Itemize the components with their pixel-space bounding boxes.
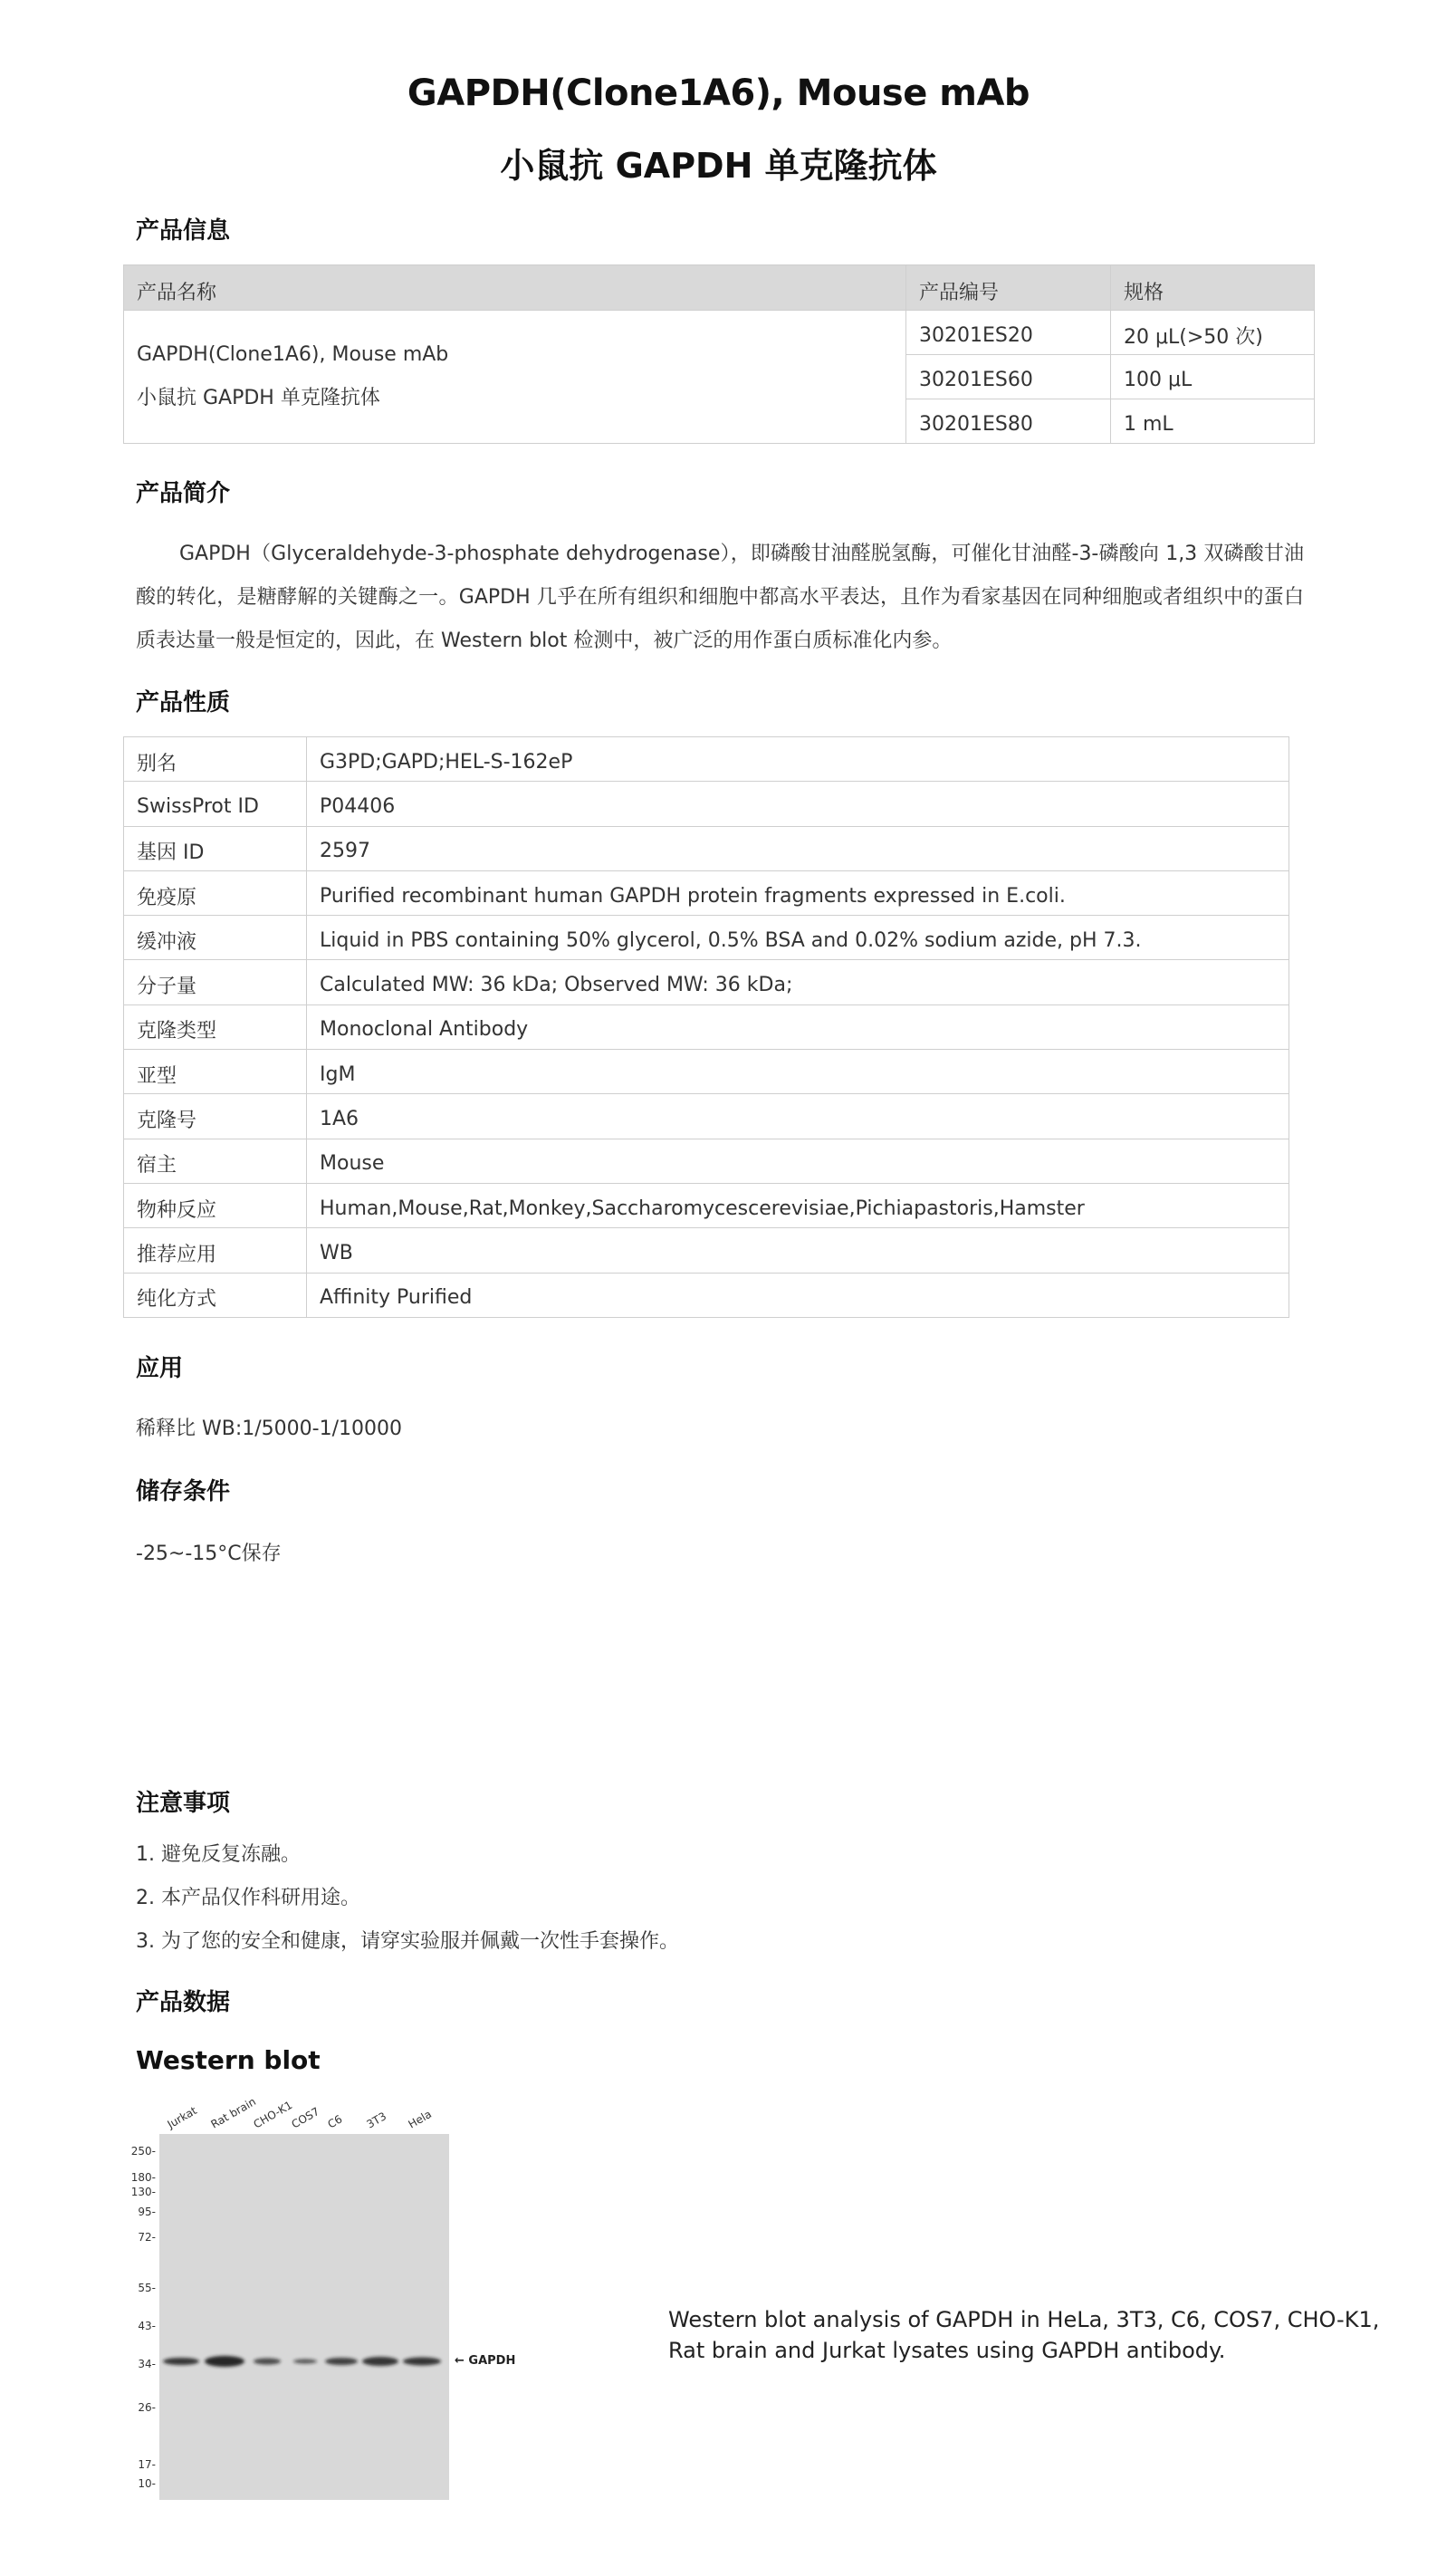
property-key: 克隆类型 [124, 1004, 307, 1049]
table-row [124, 916, 1289, 960]
table-row [124, 1228, 1289, 1273]
property-key: 别名 [124, 737, 307, 782]
table-row [124, 311, 1315, 355]
property-value: Affinity Purified [307, 1273, 1289, 1317]
marker-label: 72- [138, 2231, 156, 2244]
marker-label: 10- [138, 2477, 156, 2490]
table-row [124, 1273, 1289, 1317]
western-blot-caption: Western blot analysis of GAPDH in HeLa, 3T3, C6, COS7, CHO-K1, Rat brain and Jurkat lysates using GAPDH antibody. [668, 2307, 1380, 2363]
blot-band [205, 2356, 244, 2367]
western-blot-figure [118, 2092, 570, 2509]
section-heading-intro: 产品简介 [136, 480, 231, 507]
title-english: GAPDH(Clone1A6), Mouse mAb [407, 72, 1030, 114]
product-name-cn: 小鼠抗 GAPDH 单克隆抗体 [137, 387, 380, 409]
table-row [124, 826, 1289, 870]
marker-label: 34- [138, 2358, 156, 2370]
product-spec: 100 μL [1111, 355, 1315, 399]
property-key: 基因 ID [124, 826, 307, 870]
note-item-1: 1. 避免反复冻融。 [136, 1843, 301, 1866]
product-name-en: GAPDH(Clone1A6), Mouse mAb [137, 343, 449, 366]
note-item-2: 2. 本产品仅作科研用途。 [136, 1887, 360, 1909]
blot-band [403, 2358, 441, 2366]
product-name-cell [124, 311, 906, 444]
property-value: 2597 [307, 826, 1289, 870]
product-info-table [123, 264, 1315, 444]
table-row [124, 1183, 1289, 1227]
marker-label: 55- [138, 2282, 156, 2294]
western-blot-image [118, 2092, 570, 2509]
marker-label: 43- [138, 2320, 156, 2332]
table-row [124, 1139, 1289, 1183]
table-header-row [124, 265, 1315, 311]
lane-label: 3T3 [364, 2110, 389, 2131]
lane-label: Hela [406, 2107, 434, 2131]
marker-label: 26- [138, 2401, 156, 2414]
property-key: 克隆号 [124, 1094, 307, 1139]
property-value: WB [307, 1228, 1289, 1273]
section-heading-notes: 注意事项 [136, 1790, 231, 1817]
blot-band [325, 2358, 358, 2365]
marker-label: 250- [130, 2145, 156, 2158]
property-value: Human,Mouse,Rat,Monkey,Saccharomycescerevisiae,Pichiapastoris,Hamster [307, 1183, 1289, 1227]
note-item-3: 3. 为了您的安全和健康，请穿实验服并佩戴一次性手套操作。 [136, 1930, 679, 1953]
lane-label: Rat brain [208, 2095, 258, 2131]
lane-label: COS7 [289, 2104, 322, 2131]
property-value: Purified recombinant human GAPDH protein fragments expressed in E.coli. [307, 870, 1289, 915]
section-heading-props: 产品性质 [136, 689, 231, 716]
property-key: 宿主 [124, 1139, 307, 1183]
property-key: 纯化方式 [124, 1273, 307, 1317]
lane-label: CHO-K1 [251, 2098, 295, 2131]
property-key: 缓冲液 [124, 916, 307, 960]
storage-text: -25~-15°C保存 [136, 1543, 282, 1565]
header-spec: 规格 [1111, 265, 1315, 311]
product-spec: 1 mL [1111, 399, 1315, 444]
blot-band [254, 2359, 281, 2365]
table-row [124, 1004, 1289, 1049]
table-row [124, 737, 1289, 782]
header-product-name: 产品名称 [124, 265, 906, 311]
marker-label: 95- [138, 2206, 156, 2218]
property-value: Mouse [307, 1139, 1289, 1183]
property-key: 分子量 [124, 960, 307, 1004]
section-heading-application: 应用 [136, 1355, 184, 1382]
product-code: 30201ES60 [906, 355, 1111, 399]
table-row [124, 960, 1289, 1004]
product-code: 30201ES80 [906, 399, 1111, 444]
blot-band [362, 2357, 398, 2366]
property-key: SwissProt ID [124, 782, 307, 826]
header-product-code: 产品编号 [906, 265, 1111, 311]
property-key: 推荐应用 [124, 1228, 307, 1273]
intro-paragraph: GAPDH（Glyceraldehyde-3-phosphate dehydrogenase），即磷酸甘油醛脱氢酶，可催化甘油醛-3-磷酸向 1,3 双磷酸甘油酸的转化，是糖酵解的关键酶之一。GAPDH 几乎在所有组织和细胞中都高水平表达，且作为看家基因在同种细胞或者组织中的蛋白质表达量一般是恒定的，因此，在 Western blot 检测中，被广泛的用作蛋白质标准化内参。 [136, 543, 1304, 652]
property-value: Monoclonal Antibody [307, 1004, 1289, 1049]
lane-label: C6 [325, 2112, 345, 2131]
lane-label: Jurkat [165, 2104, 199, 2131]
title-chinese: 小鼠抗 GAPDH 单克隆抗体 [500, 146, 937, 186]
marker-label: 180- [130, 2171, 156, 2184]
property-value: Liquid in PBS containing 50% glycerol, 0.5% BSA and 0.02% sodium azide, pH 7.3. [307, 916, 1289, 960]
band-label-gapdh: ← GAPDH [455, 2354, 516, 2368]
section-heading-western-blot: Western blot [136, 2045, 321, 2075]
table-row [124, 1094, 1289, 1139]
section-heading-info: 产品信息 [136, 217, 231, 245]
blot-band [163, 2358, 199, 2365]
property-key: 亚型 [124, 1050, 307, 1094]
product-properties-table [123, 736, 1289, 1318]
product-spec: 20 μL(>50 次) [1111, 311, 1315, 355]
blot-band [293, 2360, 317, 2364]
marker-label: 17- [138, 2458, 156, 2471]
section-heading-storage: 储存条件 [136, 1478, 231, 1505]
application-text: 稀释比 WB:1/5000-1/10000 [136, 1418, 402, 1440]
table-row [124, 870, 1289, 915]
property-value: Calculated MW: 36 kDa; Observed MW: 36 kDa; [307, 960, 1289, 1004]
property-key: 物种反应 [124, 1183, 307, 1227]
property-value: IgM [307, 1050, 1289, 1094]
property-key: 免疫原 [124, 870, 307, 915]
product-code: 30201ES20 [906, 311, 1111, 355]
marker-label: 130- [130, 2186, 156, 2198]
section-heading-data: 产品数据 [136, 1989, 231, 2016]
property-value: P04406 [307, 782, 1289, 826]
property-value: G3PD;GAPD;HEL-S-162eP [307, 737, 1289, 782]
property-value: 1A6 [307, 1094, 1289, 1139]
blot-membrane [159, 2134, 449, 2500]
table-row [124, 782, 1289, 826]
table-row [124, 1050, 1289, 1094]
